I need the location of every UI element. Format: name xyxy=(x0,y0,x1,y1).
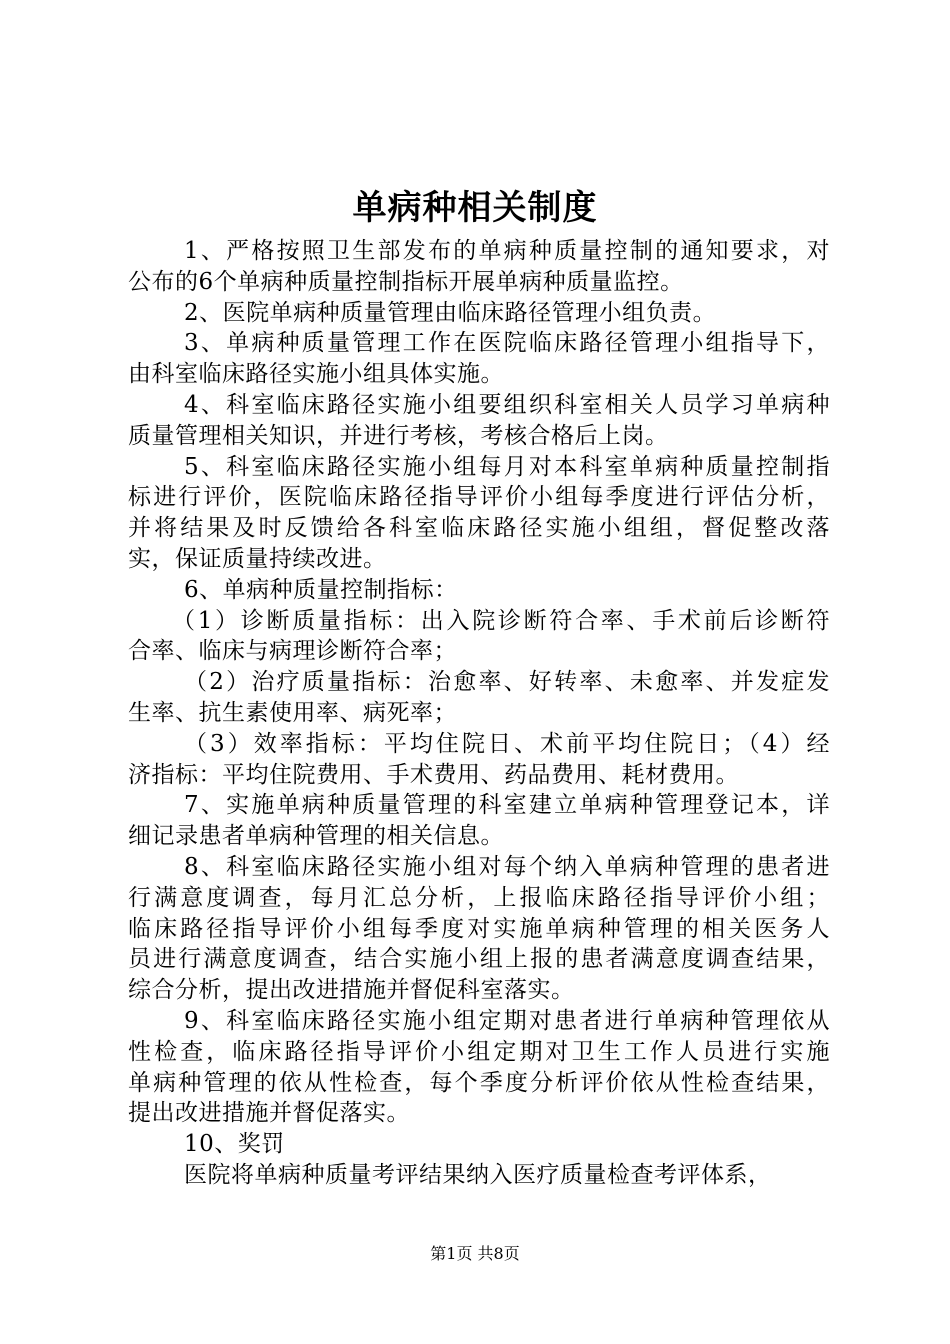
body-line: 医院将单病种质量考评结果纳入医疗质量检查考评体系， xyxy=(184,1161,772,1188)
body-line: 4、科室临床路径实施小组要组织科室相关人员学习单病种 xyxy=(184,391,830,418)
body-line: 实，保证质量持续改进。 xyxy=(128,545,387,572)
body-line: 1、严格按照卫生部发布的单病种质量控制的通知要求，对 xyxy=(184,238,830,264)
body-line: 合率、临床与病理诊断符合率； xyxy=(128,638,457,665)
body-line: 综合分析，提出改进措施并督促科室落实。 xyxy=(128,977,575,1004)
body-line: 并将结果及时反馈给各科室临床路径实施小组组，督促整改落 xyxy=(128,515,830,542)
body-line: 生率、抗生素使用率、病死率； xyxy=(128,699,457,726)
body-line: 公布的6个单病种质量控制指标开展单病种质量监控。 xyxy=(128,268,684,295)
body-line: 10、奖罚 xyxy=(184,1131,285,1158)
page-title: 单病种相关制度 xyxy=(352,188,598,228)
body-line: 9、科室临床路径实施小组定期对患者进行单病种管理依从 xyxy=(184,1007,830,1034)
body-line: 7、实施单病种质量管理的科室建立单病种管理登记本，详 xyxy=(184,792,830,819)
body-line: （2）治疗质量指标：治愈率、好转率、未愈率、并发症发 xyxy=(184,669,830,696)
body-line: 3、单病种质量管理工作在医院临床路径管理小组指导下， xyxy=(184,330,830,357)
body-line: 性检查，临床路径指导评价小组定期对卫生工作人员进行实施 xyxy=(128,1038,830,1065)
body-line: 提出改进措施并督促落实。 xyxy=(128,1100,410,1127)
body-line: 细记录患者单病种管理的相关信息。 xyxy=(128,823,504,850)
body-line: 员进行满意度调查，结合实施小组上报的患者满意度调查结果， xyxy=(128,946,830,973)
body-line: 2、医院单病种质量管理由临床路径管理小组负责。 xyxy=(184,299,717,326)
body-line: 临床路径指导评价小组每季度对实施单病种管理的相关医务人 xyxy=(128,915,830,942)
body-line: 8、科室临床路径实施小组对每个纳入单病种管理的患者进 xyxy=(184,853,830,880)
body-line: 济指标：平均住院费用、手术费用、药品费用、耗材费用。 xyxy=(128,761,739,788)
document-body xyxy=(128,236,830,1191)
body-line: 单病种管理的依从性检查，每个季度分析评价依从性检查结果， xyxy=(128,1069,830,1096)
body-line: （1）诊断质量指标：出入院诊断符合率、手术前后诊断符 xyxy=(172,607,830,634)
body-line: 由科室临床路径实施小组具体实施。 xyxy=(128,361,504,388)
body-line: 标进行评价，医院临床路径指导评价小组每季度进行评估分析， xyxy=(128,484,830,511)
page-footer: 第1页 共8页 xyxy=(430,1244,520,1263)
body-line: （3）效率指标：平均住院日、术前平均住院日；（4）经 xyxy=(184,730,830,757)
body-line: 6、单病种质量控制指标： xyxy=(184,576,458,603)
body-line: 质量管理相关知识，并进行考核，考核合格后上岗。 xyxy=(128,422,669,449)
body-line: 行满意度调查，每月汇总分析，上报临床路径指导评价小组； xyxy=(128,884,830,911)
body-line: 5、科室临床路径实施小组每月对本科室单病种质量控制指 xyxy=(184,453,830,480)
